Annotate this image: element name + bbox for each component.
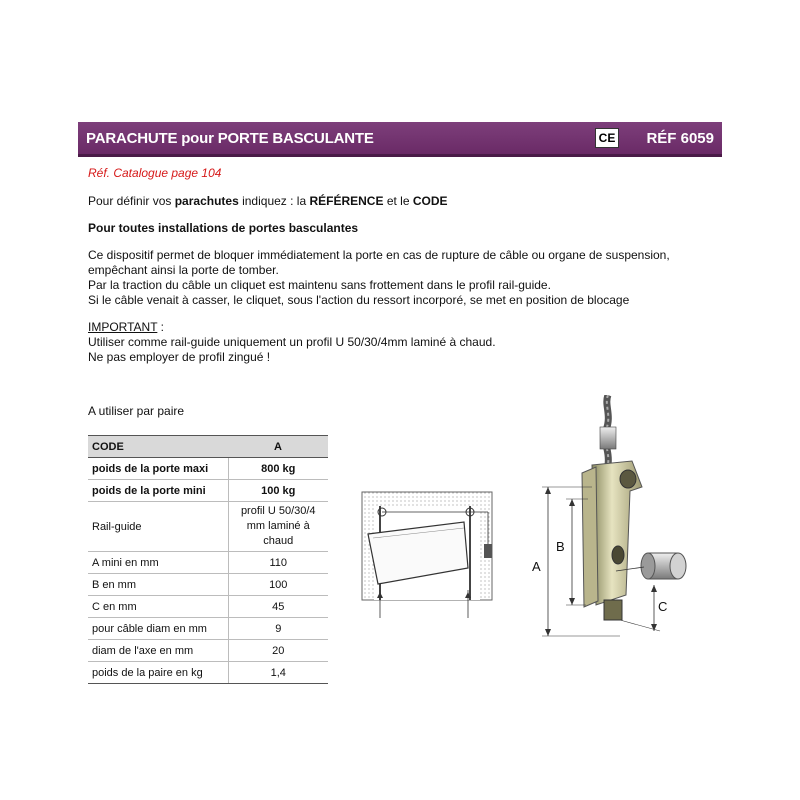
- important-line: Ne pas employer de profil zingué !: [88, 350, 271, 364]
- important-notice: [88, 320, 496, 365]
- description: [88, 248, 670, 308]
- catalogue-reference: Réf. Catalogue page 104: [88, 166, 222, 180]
- parachute-device-diagram: [520, 395, 710, 640]
- table-row: pour câble diam en mm 9: [88, 618, 328, 640]
- column-header-a: A: [228, 436, 328, 458]
- description-line: empêchant ainsi la porte de tomber.: [88, 263, 279, 277]
- table-header-row: [88, 436, 328, 458]
- important-heading: IMPORTANT :: [88, 320, 165, 334]
- table-row: C en mm 45: [88, 596, 328, 618]
- description-line: Par la traction du câble un cliquet est maintenu sans frottement dans le profil rail-guide.: [88, 278, 551, 292]
- column-header-code: CODE: [88, 436, 228, 458]
- dimension-label-a: A: [532, 559, 541, 574]
- table-row: poids de la porte maxi 800 kg: [88, 458, 328, 480]
- description-line: Ce dispositif permet de bloquer immédiatement la porte en cas de rupture de câble ou organe de suspension,: [88, 248, 670, 262]
- table-row: poids de la porte mini 100 kg: [88, 480, 328, 502]
- description-line: Si le câble venait à casser, le cliquet, sous l'action du ressort incorporé, se met en position de blocage: [88, 293, 630, 307]
- product-reference: RÉF 6059: [646, 130, 714, 147]
- cable-icon: [600, 395, 616, 465]
- important-line: Utiliser comme rail-guide uniquement un profil U 50/30/4mm laminé à chaud.: [88, 335, 496, 349]
- garage-door-diagram: [360, 488, 496, 626]
- dimension-label-c: C: [658, 599, 668, 614]
- section-title: Pour toutes installations de portes basculantes: [88, 221, 359, 235]
- instructions-line: Pour définir vos parachutes indiquez : la RÉFÉRENCE et le CODE: [88, 194, 448, 208]
- table-row: Rail-guide profil U 50/30/4 mm laminé à chaud: [88, 502, 328, 552]
- bracket-icon: [582, 461, 642, 620]
- table-row: diam de l'axe en mm 20: [88, 640, 328, 662]
- usage-note: A utiliser par paire: [88, 404, 185, 418]
- spec-table: [88, 435, 328, 684]
- page-header: [78, 122, 722, 157]
- table-row: poids de la paire en kg 1,4: [88, 662, 328, 684]
- ce-mark-icon: CE: [595, 128, 619, 148]
- table-row: A mini en mm 110: [88, 552, 328, 574]
- dimension-label-b: B: [556, 539, 565, 554]
- table-row: B en mm 100: [88, 574, 328, 596]
- product-title: PARACHUTE pour PORTE BASCULANTE: [86, 130, 374, 147]
